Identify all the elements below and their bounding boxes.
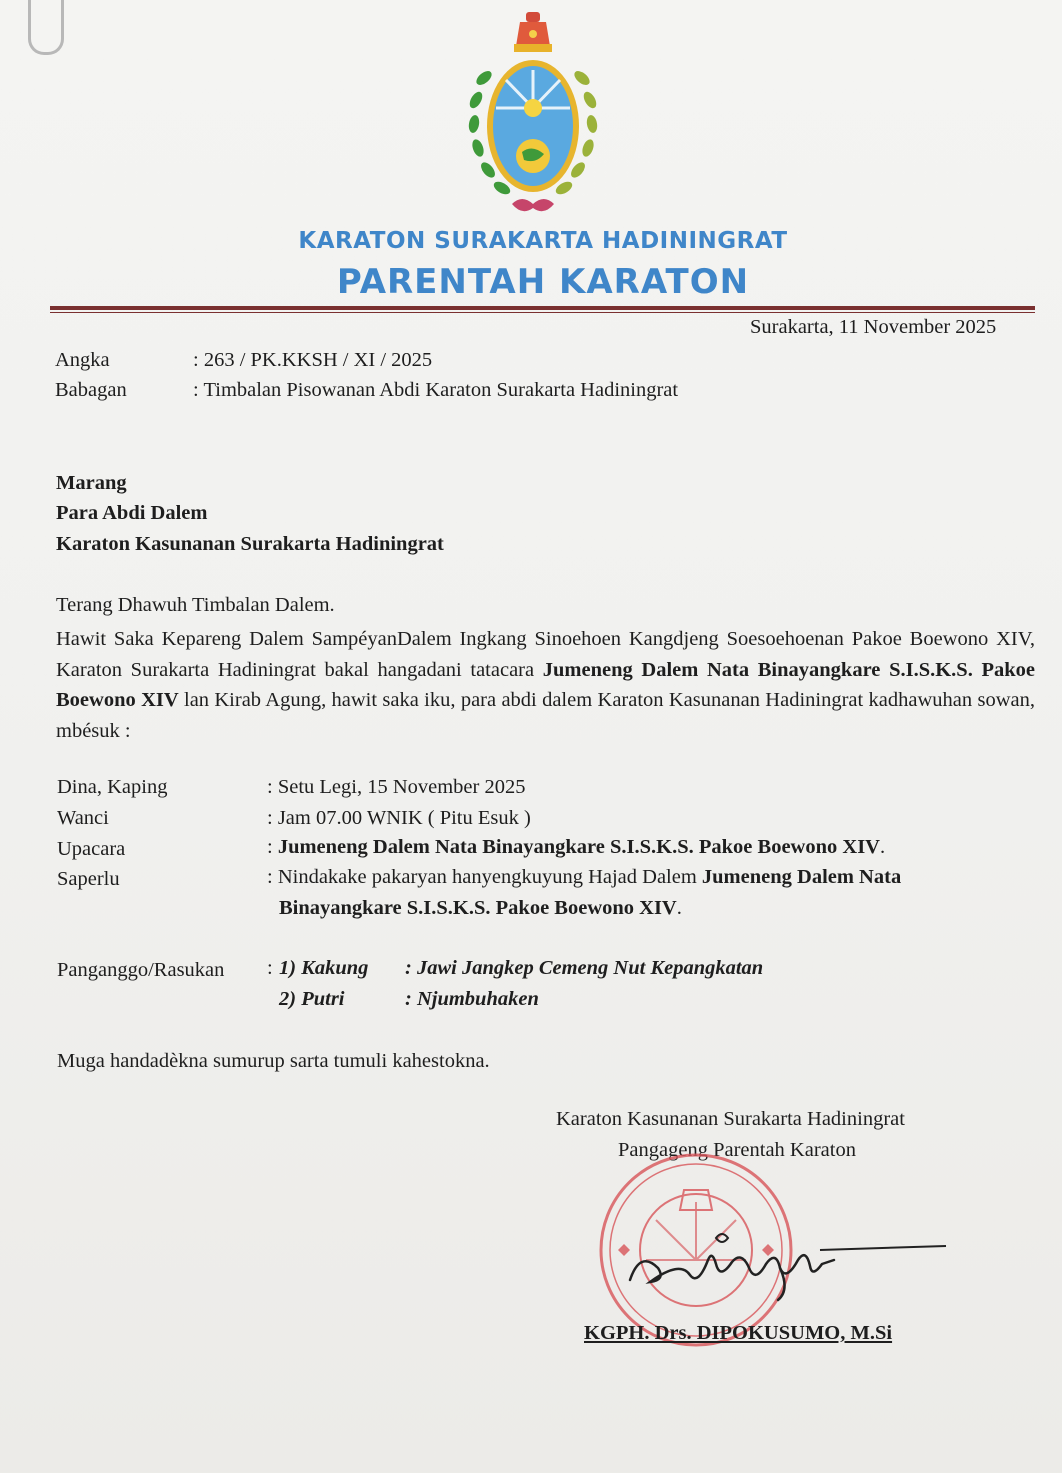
angka-value: : 263 / PK.KKSH / XI / 2025 — [193, 349, 433, 371]
dress-label: Panganggo/Rasukan — [57, 959, 225, 981]
saperlu-bold-1: Jumeneng Dalem Nata — [701, 866, 902, 888]
signature-org: Karaton Kasunanan Surakarta Hadiningrat — [556, 1108, 905, 1130]
dina-value: : Setu Legi, 15 November 2025 — [267, 776, 526, 798]
saperlu-bold-2: Binayangkare S.I.S.K.S. Pakoe Boewono XIV — [279, 897, 677, 919]
upacara-colon: : — [267, 836, 278, 858]
wanci-label: Wanci — [57, 807, 109, 829]
upacara-value — [267, 836, 885, 859]
paper-clip — [28, 0, 64, 55]
header-rule-thin — [50, 312, 1035, 313]
saperlu-value-line-1 — [267, 866, 901, 889]
saperlu-end: . — [676, 897, 682, 919]
body-paragraph — [56, 624, 1035, 746]
angka-label: Angka — [55, 349, 110, 371]
babagan-value: : Timbalan Pisowanan Abdi Karaton Surakarta Hadiningrat — [193, 379, 679, 401]
saperlu-value-line-2 — [279, 897, 682, 920]
dress-item-2-value: : Njumbuhaken — [405, 988, 539, 1010]
place-date: Surakarta, 11 November 2025 — [750, 316, 997, 338]
body-text: Hawit Saka Kepareng Dalem SampéyanDalem Ingkang Sinoehoen Kangdjeng Soesoehoenan Pakoe Boewono XIV, Karaton Surakarta Hadiningrat bakal hangadani tatacara — [56, 628, 1035, 681]
organization-title: KARATON SURAKARTA HADININGRAT — [298, 228, 788, 254]
document-title: PARENTAH KARATON — [336, 262, 750, 302]
handwritten-signature — [620, 1220, 950, 1310]
signatory-name: KGPH. Drs. DIPOKUSUMO, M.Si — [584, 1322, 893, 1344]
upacara-label: Upacara — [57, 838, 126, 860]
body-text-end: lan Kirab Agung, hawit saka iku, para abdi dalem Karaton Kasunanan Hadiningrat kadhawuhan sowan, mbésuk : — [56, 689, 1035, 742]
saperlu-label: Saperlu — [57, 868, 120, 890]
wanci-value: : Jam 07.00 WNIK ( Pitu Esuk ) — [267, 807, 531, 829]
saperlu-text: : Nindakake pakaryan hanyengkuyung Hajad Dalem — [267, 866, 702, 888]
upacara-end: . — [879, 836, 886, 858]
babagan-label: Babagan — [55, 379, 127, 401]
dress-item-2-key: 2) Putri — [279, 988, 345, 1010]
addressee-line-3: Karaton Kasunanan Surakarta Hadiningrat — [56, 533, 444, 555]
header-rule — [50, 306, 1035, 310]
addressee-line-1: Marang — [56, 472, 127, 494]
body-ceremony-name: Jumeneng Dalem Nata Binayangkare S.I.S.K.S. Pakoe Boewono XIV — [56, 658, 1035, 711]
karaton-emblem-logo — [462, 8, 604, 224]
opening-line: Terang Dhawuh Timbalan Dalem. — [56, 594, 335, 616]
dress-item-1-key: 1) Kakung — [279, 957, 369, 979]
closing-line: Muga handadèkna sumurup sarta tumuli kahestokna. — [57, 1050, 490, 1072]
signature-position: Pangageng Parentah Karaton — [618, 1139, 856, 1161]
upacara-name: Jumeneng Dalem Nata Binayangkare S.I.S.K.S. Pakoe Boewono XIV — [277, 836, 880, 858]
dress-colon: : — [267, 957, 273, 979]
dina-label: Dina, Kaping — [57, 776, 168, 798]
addressee-line-2: Para Abdi Dalem — [56, 502, 208, 524]
dress-item-1-value: : Jawi Jangkep Cemeng Nut Kepangkatan — [405, 957, 764, 979]
